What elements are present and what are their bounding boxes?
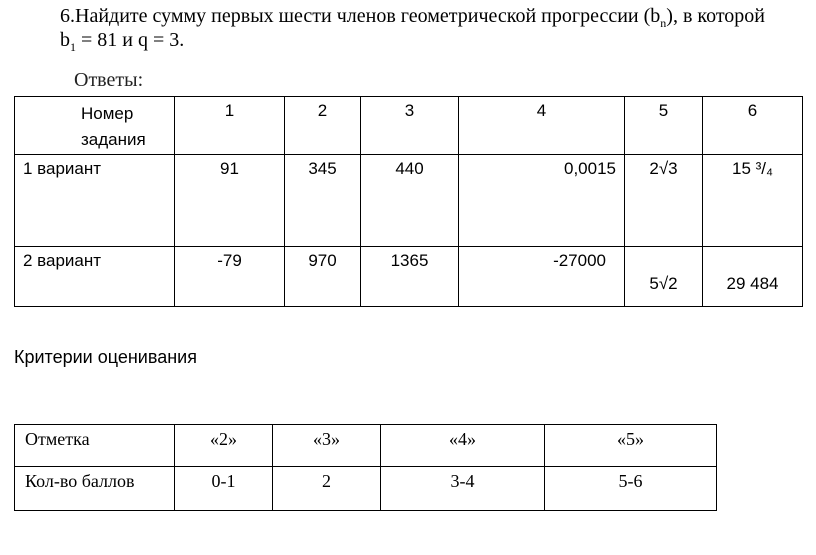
row-label: 1 вариант — [15, 155, 175, 247]
table-cell: 2√3 — [625, 155, 703, 247]
table-cell: 345 — [285, 155, 361, 247]
table-row — [15, 467, 717, 511]
criteria-table — [14, 424, 717, 511]
table-cell: «4» — [381, 425, 545, 467]
header-label: Номер задания — [15, 97, 175, 155]
answers-header-row — [15, 97, 803, 155]
table-cell: -27000 — [459, 247, 625, 307]
answers-label: Ответы: — [74, 69, 144, 91]
table-cell: 970 — [285, 247, 361, 307]
table-cell: 5-6 — [545, 467, 717, 511]
column-header: 6 — [703, 97, 803, 155]
table-row — [15, 425, 717, 467]
row-label: Отметка — [15, 425, 175, 467]
table-cell: 0,0015 — [459, 155, 625, 247]
column-header: 4 — [459, 97, 625, 155]
table-cell: 0-1 — [175, 467, 273, 511]
column-header: 2 — [285, 97, 361, 155]
criteria-title: Критерии оценивания — [14, 347, 197, 367]
table-cell: «2» — [175, 425, 273, 467]
task-line-1: 6.Найдите сумму первых шести членов геометрической прогрессии $(b_n)$, в которой — [60, 5, 766, 30]
column-header: 1 — [175, 97, 285, 155]
row-label: 2 вариант — [15, 247, 175, 307]
table-cell: «3» — [273, 425, 381, 467]
task-line-2: $b_1 = 81$ и q = 3. — [60, 29, 185, 54]
row-label: Кол-во баллов — [15, 467, 175, 511]
table-cell: 15 ³/₄ — [703, 155, 803, 247]
table-cell: 440 — [361, 155, 459, 247]
table-cell: 1365 — [361, 247, 459, 307]
table-row — [15, 247, 803, 307]
column-header: 5 — [625, 97, 703, 155]
column-header: 3 — [361, 97, 459, 155]
table-cell: 5√2 — [625, 247, 703, 307]
table-cell: 3-4 — [381, 467, 545, 511]
table-cell: -79 — [175, 247, 285, 307]
table-row — [15, 155, 803, 247]
table-cell: 29 484 — [703, 247, 803, 307]
table-cell: 2 — [273, 467, 381, 511]
answers-table — [14, 96, 803, 307]
table-cell: «5» — [545, 425, 717, 467]
table-cell: 91 — [175, 155, 285, 247]
